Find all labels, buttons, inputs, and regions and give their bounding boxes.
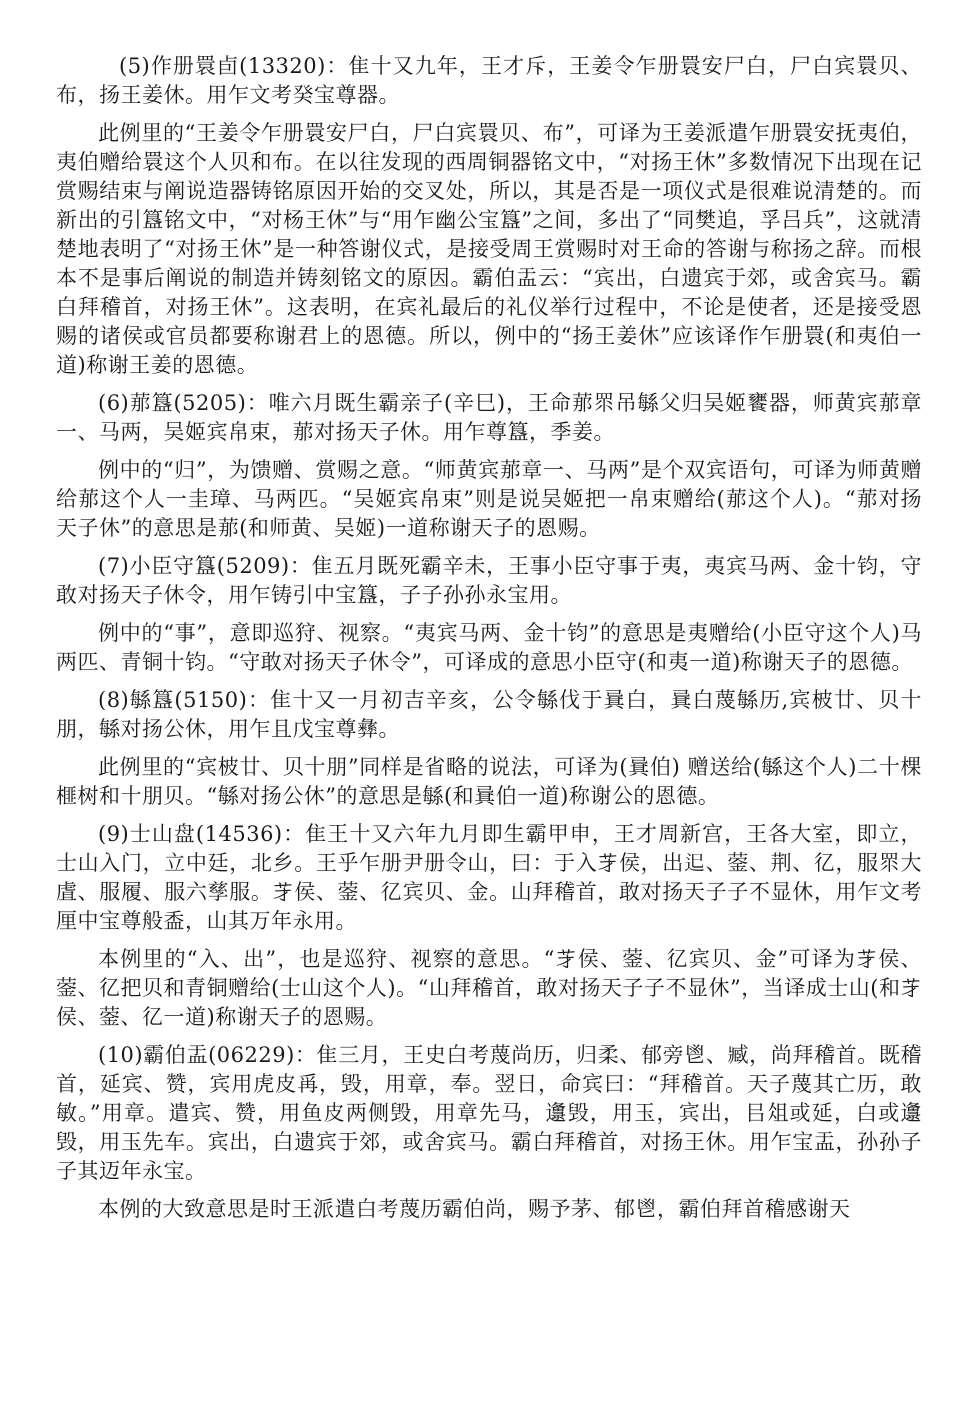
paragraph-commentary-5: 此例里的“王姜令乍册睘安尸白，尸白宾睘贝、布”，可译为王姜派遣乍册睘安抚夷伯，夷伯赠给睘这个人贝和布。在以往发现的西周铜器铭文中，“对扬王休”多数情况下出现在记赏赐结束与阐说造器铸铭原因开始的交叉处，所以，其是否是一项仪式是很难说清楚的。而新出的引簋铭文中，“对杨王休”与“用乍幽公宝簋”之间，多出了“同樊追，孚吕兵”，这就清楚地表明了“对扬王休”是一种答谢仪式，是接受周王赏赐时对王命的答谢与称扬之辞。而根本不是事后阐说的制造并铸刻铭文的原因。霸伯盂云：“宾出，白遗宾于郊，或舍宾马。霸白拜稽首，对扬王休”。这表明，在宾礼最后的礼仪举行过程中，不论是使者，还是接受恩赐的诸侯或官员都要称谢君上的恩德。所以，例中的“扬王姜休”应该译作乍册睘(和夷伯一道)称谢王姜的恩德。: [56, 121, 922, 377]
paragraph-example-8: (8)緐簋(5150)：隹十又一月初吉辛亥，公令緐伐于㠱白，㠱白蔑緐历,宾柀廿、贝十朋，緐对扬公休，用乍且戊宝尊彝。: [56, 688, 922, 741]
paragraph-commentary-10: 本例的大致意思是时王派遣白考蔑历霸伯尚，赐予茅、郁鬯，霸伯拜首稽感谢天: [98, 1197, 851, 1221]
paragraph-example-6: (6)𦰡簋(5205)：唯六月既生霸亲子(辛巳)，王命𦰡眔吊緐父归吴姬饔器，师黄宾𦰡章一、马两，吴姬宾帛束，𦰡对扬天子休。用乍尊簋，季姜。: [56, 391, 922, 444]
paragraph-example-10: (10)霸伯盂(06229)：隹三月，王史白考蔑尚历，归柔、郁旁鬯、臧，尚拜稽首。既稽首，延宾、赞，宾用虎皮爯，毁，用章，奉。翌日，命宾曰：“拜稽首。天子蔑其亡历，敢敏。”用章。遣宾、赞，用鱼皮两侧毁，用章先马，邍毁，用玉，宾出，㠯俎或延，白或邍毁，用玉先车。宾出，白遗宾于郊，或舍宾马。霸白拜稽首，对扬王休。用乍宝盂，孙孙子子其迈年永宝。: [56, 1043, 922, 1183]
paragraph-example-7: (7)小臣守簋(5209)：隹五月既死霸辛未，王事小臣守事于夷，夷宾马两、金十钧，守敢对扬天子休令，用乍铸引中宝簋，子子孙孙永宝用。: [56, 554, 922, 607]
paragraph-commentary-6: 例中的“归”，为馈赠、赏赐之意。“师黄宾𦰡章一、马两”是个双宾语句，可译为师黄赠给𦰡这个人一圭璋、马两匹。“吴姬宾帛束”则是说吴姬把一帛束赠给(𦰡这个人)。“𦰡对扬天子休”的意思是𦰡(和师黄、吴姬)一道称谢天子的恩赐。: [56, 458, 922, 540]
paragraph-commentary-9: 本例里的“入、出”，也是巡狩、视察的意思。“𦬁侯、蓥、𢒼宾贝、金”可译为𦬁侯、蓥、𢒼把贝和青铜赠给(士山这个人)。“山拜稽首，敢对扬天子子不显休”，当译成士山(和𦬁侯、蓥、𢒼一道)称谢天子的恩赐。: [56, 947, 922, 1029]
paragraph-example-9: (9)士山盘(14536)：隹王十又六年九月即生霸甲申，王才周新宫，王各大室，即立，士山入门，立中廷，北乡。王乎乍册尹册令山，曰：于入𦬁侯，出𨑓、蓥、荆、𢒼，服眔大虘、服履、服六孳服。𦬁侯、蓥、𢒼宾贝、金。山拜稽首，敢对扬天子子不显休，用乍文考厘中宝尊般盉，山其万年永用。: [56, 822, 922, 933]
paragraph-example-5: (5)作册睘卣(13320)：隹十又九年，王才斥，王姜令乍册睘安尸白，尸白宾睘贝、布，扬王姜休。用乍文考癸宝尊器。: [56, 54, 922, 107]
paragraph-commentary-8: 此例里的“宾柀廿、贝十朋”同样是省略的说法，可译为(㠱伯) 赠送给(緐这个人)二十棵榧树和十朋贝。“緐对扬公休”的意思是緐(和㠱伯一道)称谢公的恩德。: [56, 755, 922, 808]
document-page: [56, 52, 922, 1233]
paragraph-commentary-7: 例中的“事”，意即巡狩、视察。“夷宾马两、金十钧”的意思是夷赠给(小臣守这个人)马两匹、青铜十钧。“守敢对扬天子休令”，可译成的意思小臣守(和夷一道)称谢天子的恩德。: [56, 621, 922, 674]
